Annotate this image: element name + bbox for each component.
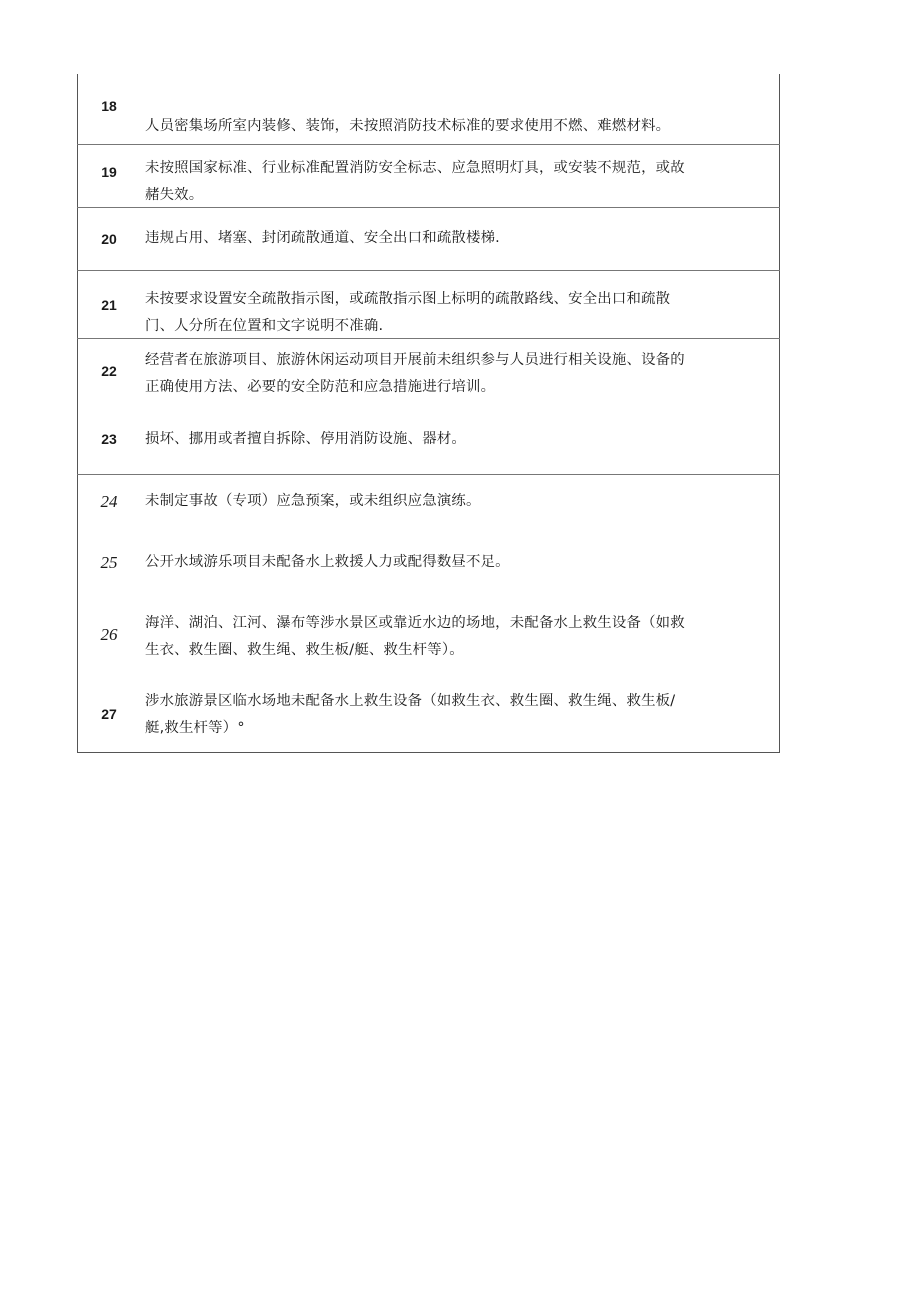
row-text: 未按要求设置安全疏散指示图，或疏散指示图上标明的疏散路线、安全出口和疏散 xyxy=(145,291,671,307)
row-number: 20 xyxy=(101,231,117,247)
row-number: 23 xyxy=(101,431,117,447)
row-text-continued: 正确使用方法、必要的安全防范和应急措施进行培训。 xyxy=(145,379,496,395)
row-number: 24 xyxy=(100,492,118,511)
row-number: 26 xyxy=(100,625,118,644)
row-text-continued: 赭失效。 xyxy=(145,187,204,203)
row-text: 公开水域游乐项目未配备水上救援人力或配得数昼不足。 xyxy=(145,554,510,570)
row-text: 经营者在旅游项目、旅游休闲运动项目开展前未组织参与人员进行相关设施、设备的 xyxy=(145,352,685,368)
row-divider xyxy=(77,474,780,475)
row-text: 人员密集场所室内装修、装饰，未按照消防技术标准的要求使用不燃、难燃材料。 xyxy=(145,118,671,134)
row-divider xyxy=(77,144,780,145)
row-number: 19 xyxy=(101,164,117,180)
row-text-continued: 生衣、救生圈、救生绳、救生板/艇、救生杆等）。 xyxy=(145,642,464,658)
row-number: 21 xyxy=(101,297,117,313)
row-text-continued: 门、人分所在位置和文字说明不准确. xyxy=(145,318,384,334)
row-number: 18 xyxy=(101,98,117,114)
row-number: 27 xyxy=(101,706,117,722)
row-text: 海洋、湖泊、江河、瀑布等涉水景区或靠近水边的场地，未配备水上救生设备（如救 xyxy=(145,615,685,631)
row-text-continued: 艇,救生杆等）° xyxy=(145,720,245,736)
row-text: 未制定事故（专项）应急预案，或未组织应急演练。 xyxy=(145,493,481,509)
row-text: 损坏、挪用或者擅自拆除、停用消防设施、器材。 xyxy=(145,431,466,447)
row-number: 25 xyxy=(100,553,118,572)
row-text: 未按照国家标准、行业标准配置消防安全标志、应急照明灯具，或安装不规范，或故 xyxy=(145,160,685,176)
row-text: 涉水旅游景区临水场地未配备水上救生设备（如救生衣、救生圈、救生绳、救生板/ xyxy=(145,693,676,709)
row-divider xyxy=(77,270,780,271)
row-text: 违规占用、堵塞、封闭疏散通道、安全出口和疏散楼梯. xyxy=(145,230,500,246)
row-number: 22 xyxy=(101,363,117,379)
